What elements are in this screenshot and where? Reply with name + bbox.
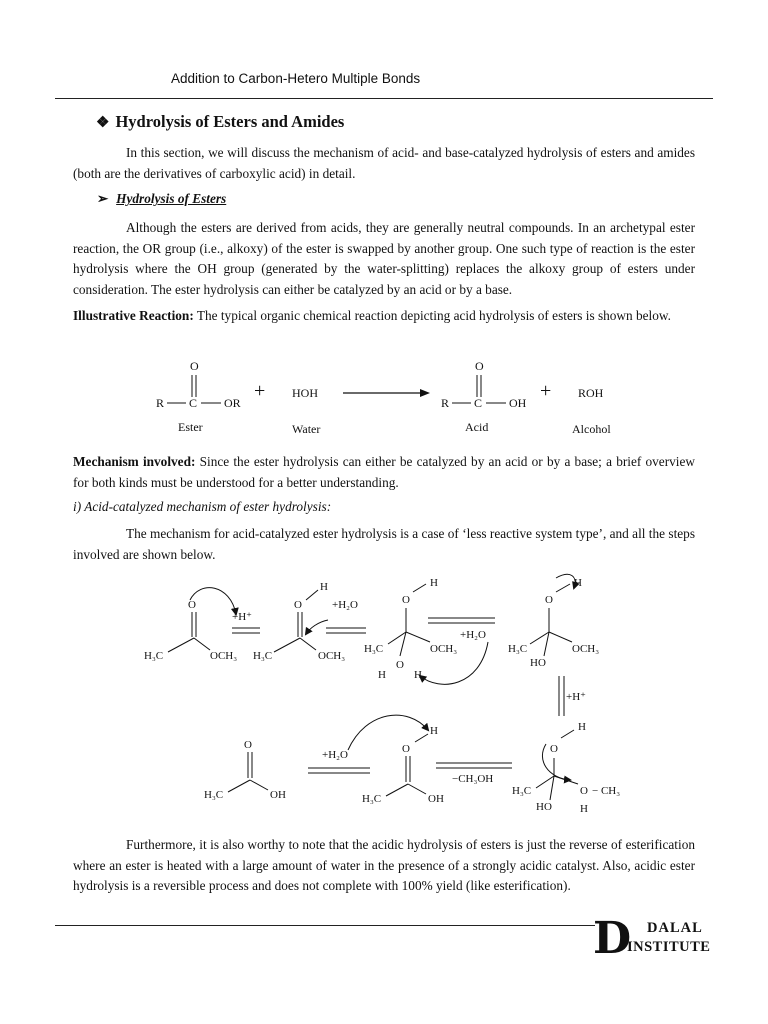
ester-label: Ester bbox=[178, 420, 203, 434]
logo-line-1: DALAL bbox=[647, 920, 703, 936]
s3-och3: OCH₃ bbox=[430, 643, 458, 655]
arrow-bullet-icon: ➢ bbox=[97, 191, 109, 206]
subsection-title-text: Hydrolysis of Esters bbox=[116, 191, 227, 206]
s3-o: O bbox=[402, 594, 410, 606]
subsection-title bbox=[97, 191, 226, 207]
s1-h3c: H₃C bbox=[144, 650, 164, 662]
footer-rule bbox=[55, 925, 595, 926]
ester-or: OR bbox=[224, 396, 241, 410]
overall-reaction-scheme bbox=[140, 355, 630, 440]
logo-letter-d: D bbox=[593, 913, 632, 964]
h2o-1: +H₂O bbox=[332, 599, 358, 611]
s3-h-left: H bbox=[378, 669, 386, 681]
dalal-institute-logo bbox=[593, 913, 723, 964]
ester-carbonyl-o: O bbox=[190, 359, 199, 373]
illustrative-text: The typical organic chemical reaction depicting acid hydrolysis of esters is shown below. bbox=[193, 308, 671, 323]
s4-och3: OCH₃ bbox=[572, 643, 600, 655]
plus-sign-1: + bbox=[254, 380, 266, 402]
s3-h3c: H₃C bbox=[364, 643, 384, 655]
plus-sign-2: + bbox=[540, 380, 552, 402]
acid-r: R bbox=[441, 396, 450, 410]
s2-h3c: H₃C bbox=[253, 650, 273, 662]
mechanism-intro-paragraph: The mechanism for acid-catalyzed ester hydrolysis is a case of ‘less reactive system type’, and all the steps involved are shown below. bbox=[73, 526, 695, 562]
s5-o: O bbox=[244, 739, 252, 751]
s7-h3c: H₃C bbox=[512, 785, 532, 797]
acid-oh: OH bbox=[509, 396, 527, 410]
s2-o: O bbox=[294, 599, 302, 611]
acid-label: Acid bbox=[465, 420, 489, 434]
ester-c: C bbox=[189, 396, 198, 410]
h-plus-2: +H⁺ bbox=[566, 691, 586, 703]
header-rule bbox=[55, 98, 713, 99]
mechanism-label: Mechanism involved: bbox=[73, 454, 196, 469]
mechanism-text: Since the ester hydrolysis can either be catalyzed by an acid or by a base; a brief overview for both kinds must be understood for a better understanding. bbox=[73, 454, 695, 490]
s7-o: O bbox=[550, 743, 558, 755]
s5-h3c: H₃C bbox=[204, 789, 224, 801]
s7-h-bottom: H bbox=[580, 803, 588, 815]
conclusion-paragraph: Furthermore, it is also worthy to note that the acidic hydrolysis of esters is just the reverse of esterification where an ester is heated with a large amount of water in the presence of a strongly acidic catalyst. Also, acidic ester hydrolysis is a reversible process and does not complete with 100% yield (like esterification). bbox=[73, 837, 695, 894]
roh-formula: ROH bbox=[578, 386, 604, 400]
s7-ho: HO bbox=[536, 801, 552, 813]
s1-o: O bbox=[188, 599, 196, 611]
minus-meoh: −CH₃OH bbox=[452, 773, 494, 785]
s1-och3: OCH₃ bbox=[210, 650, 238, 662]
h-plus-1: +H⁺ bbox=[232, 611, 252, 623]
s4-h3c: H₃C bbox=[508, 643, 528, 655]
s6-oh: OH bbox=[428, 793, 444, 805]
illustrative-label: Illustrative Reaction: bbox=[73, 308, 194, 323]
water-label: Water bbox=[292, 422, 321, 436]
section-title-text: Hydrolysis of Esters and Amides bbox=[115, 112, 345, 131]
acid-mechanism-scheme bbox=[140, 572, 640, 822]
s4-h: H bbox=[574, 577, 582, 589]
reaction-arrow-head bbox=[420, 389, 430, 397]
esters-paragraph: Although the esters are derived from acids, they are generally neutral compounds. In an archetypal ester reaction, the OR group (i.e., alkoxy) of the ester is swapped by another group. One such type of reaction is the ester hydrolysis where the OH group (generated by the water-splitting) replaces the alkoxy group of esters under consideration. The ester hydrolysis can either be catalyzed by an acid or by a base. bbox=[73, 220, 695, 297]
logo-line-2: INSTITUTE bbox=[627, 939, 711, 955]
running-header: Addition to Carbon-Hetero Multiple Bonds bbox=[171, 71, 421, 86]
s4-o: O bbox=[545, 594, 553, 606]
s7-ch3: − CH₃ bbox=[592, 785, 621, 797]
alcohol-label: Alcohol bbox=[572, 422, 611, 436]
s3-o-bottom: O bbox=[396, 659, 404, 671]
s3-h-right: H bbox=[414, 669, 422, 681]
s6-h3c: H₃C bbox=[362, 793, 382, 805]
s2-och3: OCH₃ bbox=[318, 650, 346, 662]
hoh-formula: HOH bbox=[292, 386, 318, 400]
acid-mechanism-heading: i) Acid-catalyzed mechanism of ester hydrolysis: bbox=[73, 499, 332, 514]
section-title bbox=[96, 112, 344, 132]
s5-oh: OH bbox=[270, 789, 286, 801]
s7-h: H bbox=[578, 721, 586, 733]
s2-h: H bbox=[320, 581, 328, 593]
acid-c: C bbox=[474, 396, 483, 410]
intro-paragraph: In this section, we will discuss the mechanism of acid- and base-catalyzed hydrolysis of esters and amides (both are the derivatives of carboxylic acid) in detail. bbox=[73, 145, 695, 181]
illustrative-paragraph bbox=[73, 306, 695, 327]
s7-o-plus: O bbox=[580, 785, 588, 797]
h2o-3: +H₂O bbox=[322, 749, 348, 761]
s4-ho: HO bbox=[530, 657, 546, 669]
s6-h: H bbox=[430, 725, 438, 737]
diamond-bullet-icon: ❖ bbox=[96, 115, 110, 131]
h2o-2: +H₂O bbox=[460, 629, 486, 641]
acid-carbonyl-o: O bbox=[475, 359, 484, 373]
ester-r: R bbox=[156, 396, 165, 410]
mechanism-paragraph bbox=[73, 452, 695, 493]
s3-h: H bbox=[430, 577, 438, 589]
s6-o: O bbox=[402, 743, 410, 755]
